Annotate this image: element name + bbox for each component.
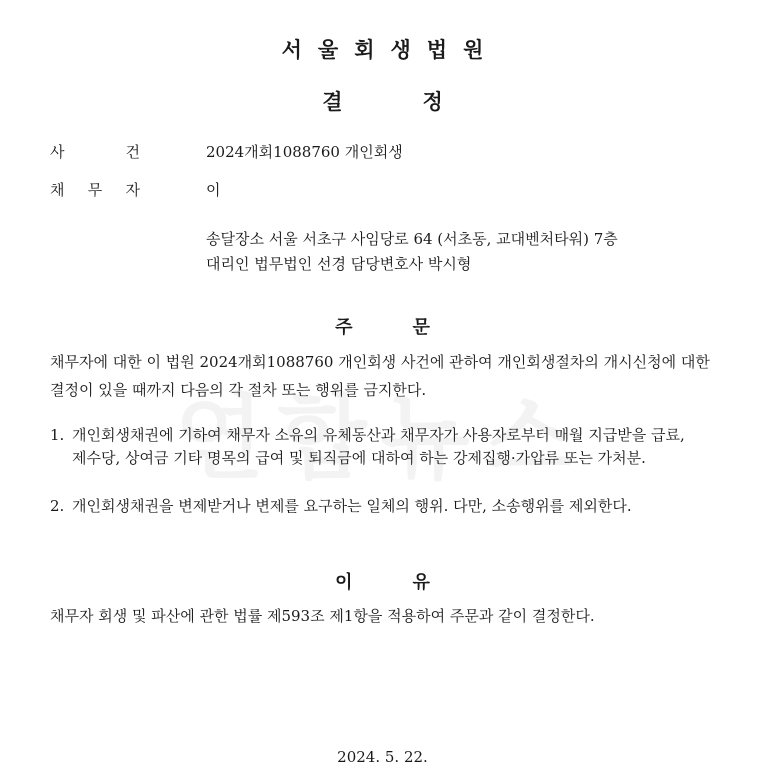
- reason-heading-char: 이: [335, 572, 353, 593]
- case-number: 2024개회1088760 개인회생: [206, 143, 403, 161]
- order-item-number: 2.: [50, 497, 65, 515]
- debtor-label-char: 자: [125, 181, 140, 199]
- case-label-char: 건: [125, 143, 140, 161]
- representative: 대리인 법무법인 선경 담당변호사 박시형: [206, 255, 472, 273]
- reason-heading: [0, 568, 765, 594]
- reason-text: 채무자 회생 및 파산에 관한 법률 제593조 제1항을 적용하여 주문과 같이 결정한다.: [50, 607, 595, 625]
- document-type-char-1: 결: [322, 90, 343, 114]
- debtor-label-char: 채: [50, 181, 65, 199]
- document-type: [0, 86, 765, 116]
- order-item-text: 개인회생채권에 기하여 채무자 소유의 유체동산과 채무자가 사용자로부터 매월 지급받을 급료, 제수당, 상여금 기타 명목의 급여 및 퇴직금에 대하여 하는 강제집행·가압류 또는 가처분.: [72, 426, 685, 467]
- order-item-number: 1.: [50, 426, 65, 444]
- service-address: 송달장소 서울 서초구 사임당로 64 (서초동, 교대벤처타워) 7층: [206, 230, 618, 248]
- order-heading-char: 문: [412, 317, 430, 338]
- debtor-label: [50, 179, 140, 200]
- debtor-name: 이: [206, 181, 221, 199]
- court-name: 서울회생법원: [281, 38, 500, 62]
- reason-heading-char: 유: [412, 572, 430, 593]
- case-label: [50, 141, 140, 162]
- order-item-text: 개인회생채권을 변제받거나 변제를 요구하는 일체의 행위. 다만, 소송행위를 제외한다.: [72, 497, 632, 515]
- case-label-char: 사: [50, 143, 65, 161]
- document-type-char-2: 정: [422, 90, 443, 114]
- order-heading-char: 주: [335, 317, 353, 338]
- order-intro: 채무자에 대한 이 법원 2024개회1088760 개인회생 사건에 관하여 개인회생절차의 개시신청에 대한 결정이 있을 때까지 다음의 각 절차 또는 행위를 금지한다.: [50, 353, 710, 399]
- decision-date: 2024. 5. 22.: [337, 748, 428, 766]
- order-heading: [0, 313, 765, 339]
- debtor-label-char: 무: [87, 181, 103, 199]
